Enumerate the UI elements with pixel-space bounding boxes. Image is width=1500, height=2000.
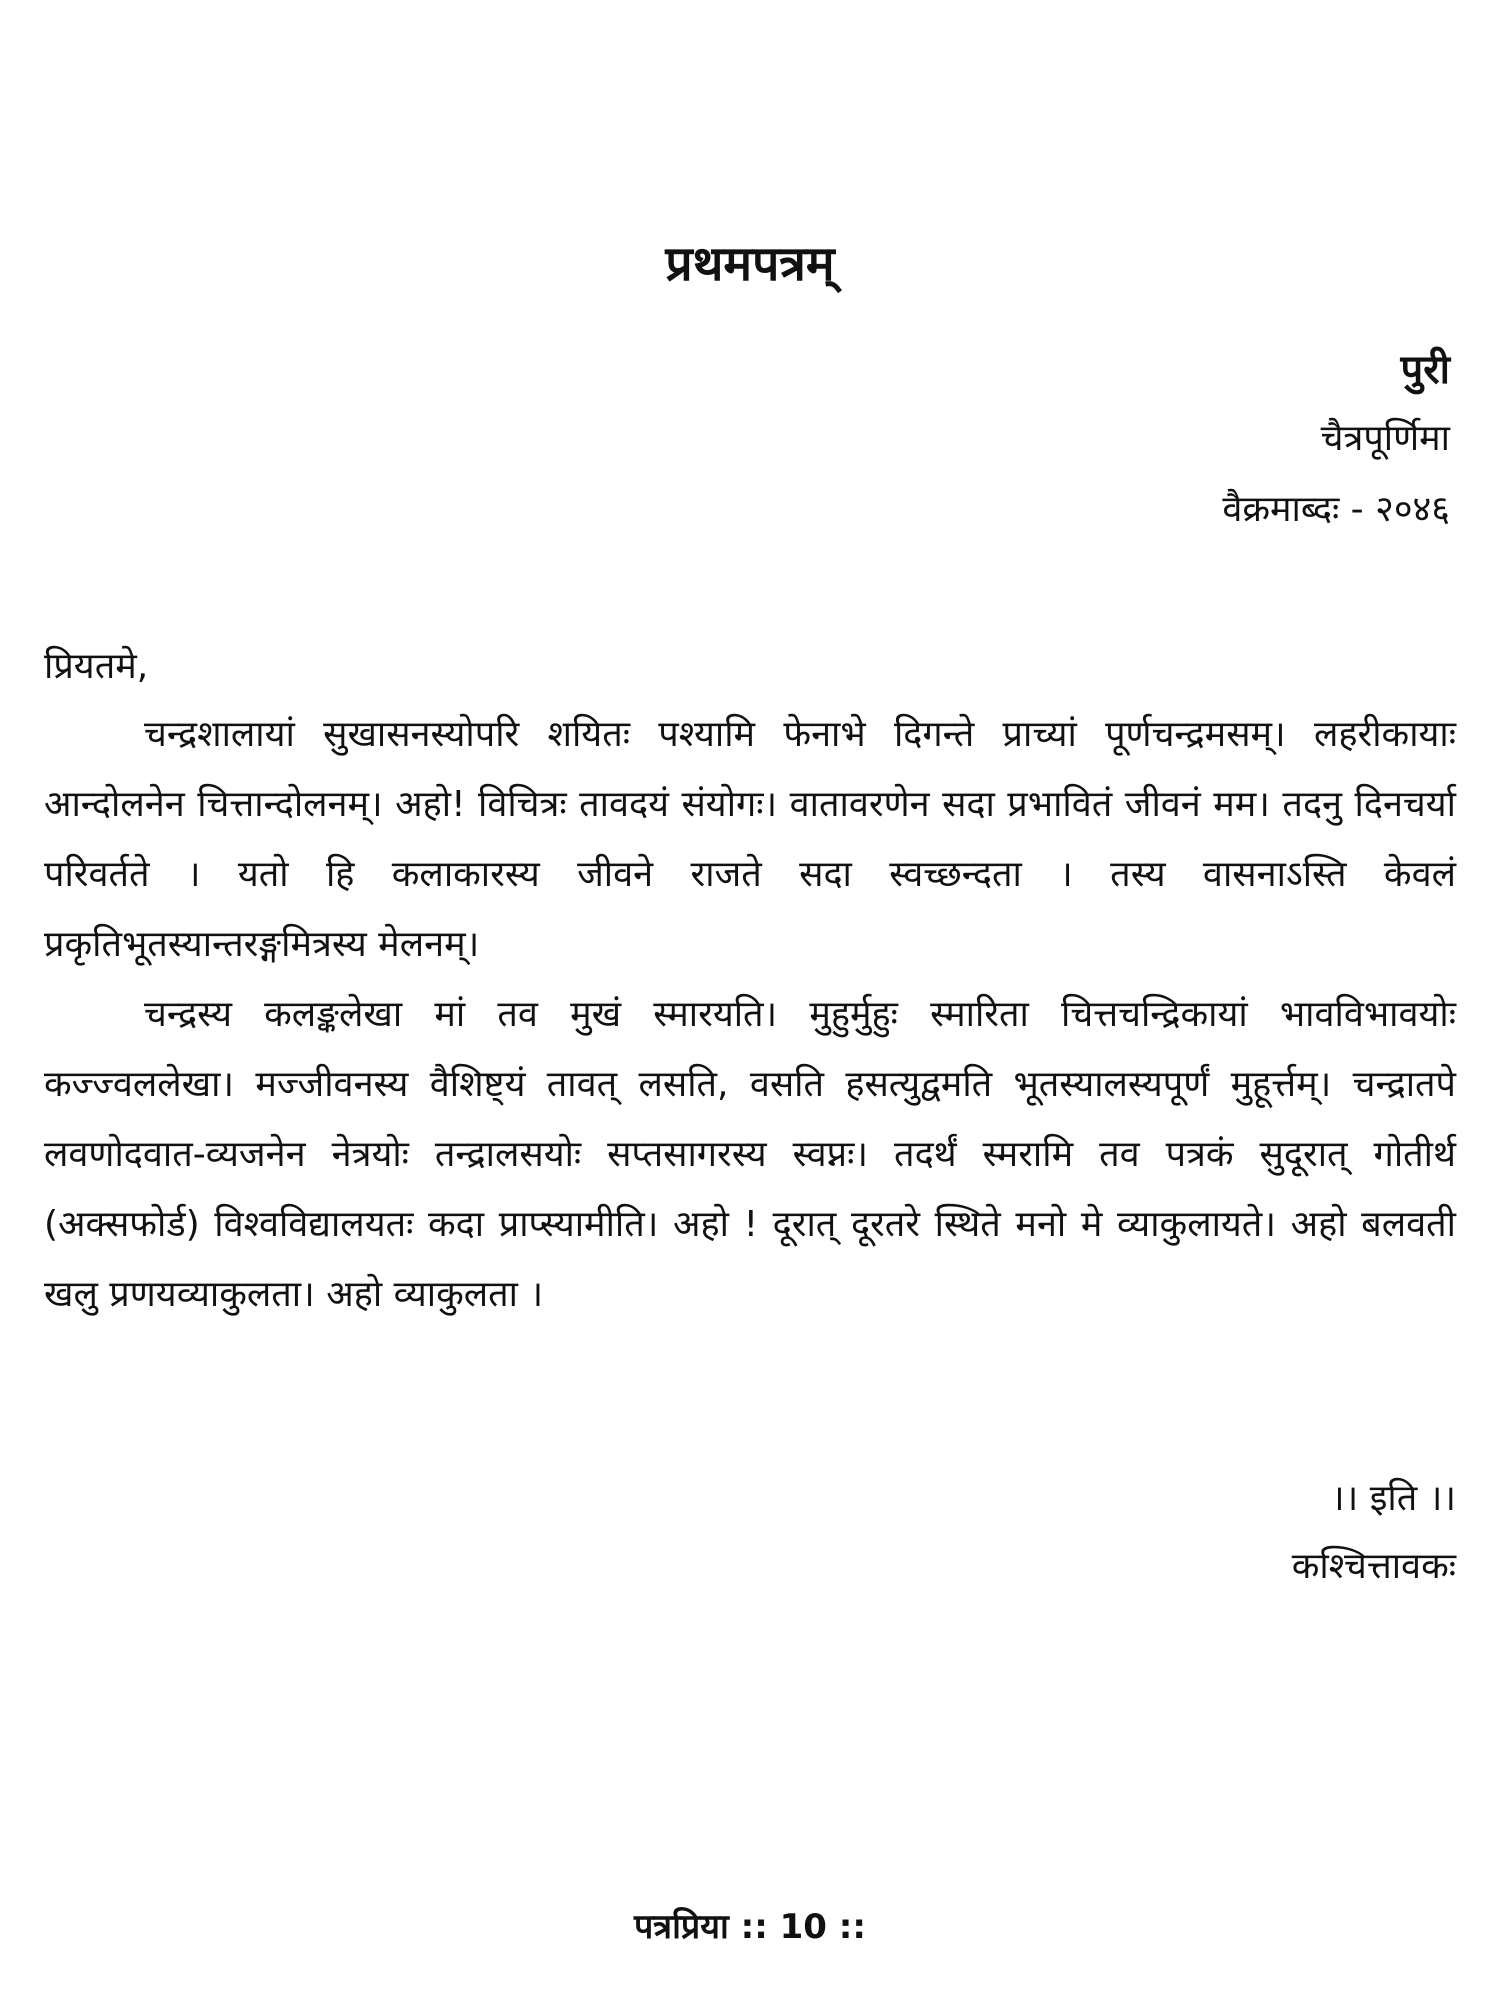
letter-salutation: प्रियतमे, [44, 646, 149, 687]
letter-closing: ।। इति ।। [1331, 1478, 1456, 1519]
letter-signature: कश्चित्तावकः [1291, 1546, 1456, 1587]
letter-place: पुरी [1400, 347, 1450, 393]
letter-date-month: चैत्रपूर्णिमा [1320, 418, 1450, 459]
letter-date-year: वैक्रमाब्दः - २०४६ [1222, 489, 1450, 530]
letter-title: प्रथमपत्रम् [665, 236, 835, 292]
letter-body [44, 700, 1456, 1330]
letter-paragraph-1: चन्द्रशालायां सुखासनस्योपरि शयितः पश्यामि फेनाभे दिगन्ते प्राच्यां पूर्णचन्द्रमसम्। लहरीकायाः आन्दोलनेन चित्तान्दोलनम्। अहो! विचित्रः तावदयं संयोगः। वातावरणेन सदा प्रभावितं जीवनं मम। तदनु दिनचर्या परिवर्तते । यतो हि कलाकारस्य जीवने राजते सदा स्वच्छन्दता । तस्य वासनाऽस्ति केवलं प्रकृतिभूतस्यान्तरङ्गमित्रस्य मेलनम्। [44, 714, 1456, 965]
page-footer: पत्रप्रिया :: 10 :: [634, 1907, 866, 1947]
letter-paragraph-2: चन्द्रस्य कलङ्कलेखा मां तव मुखं स्मारयति। मुहुर्मुहुः स्मारिता चित्तचन्द्रिकायां भावविभावयोः कज्ज्वललेखा। मज्जीवनस्य वैशिष्ट्यं तावत् लसति, वसति हसत्युद्वमति भूतस्यालस्यपूर्णं मुहूर्त्तम्। चन्द्रातपे लवणोदवात-व्यजनेन नेत्रयोः तन्द्रालसयोः सप्तसागरस्य स्वप्नः। तदर्थं स्मरामि तव पत्रकं सुदूरात् गोतीर्थ (अक्सफोर्ड) विश्वविद्यालयतः कदा प्राप्स्यामीति। अहो ! दूरात् दूरतरे स्थिते मनो मे व्याकुलायते। अहो बलवती खलु प्रणयव्याकुलता। अहो व्याकुलता । [44, 994, 1456, 1315]
